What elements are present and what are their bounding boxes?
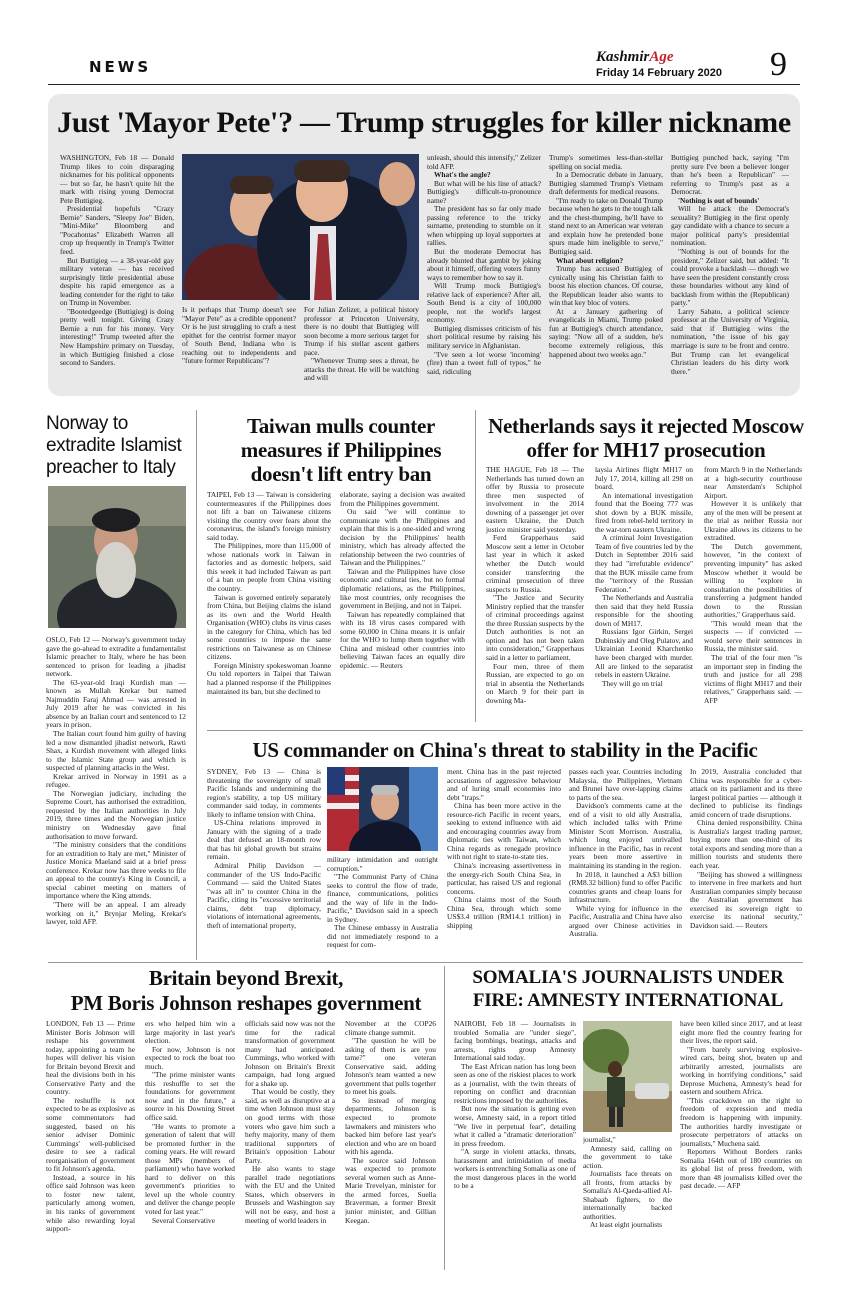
- brexit-col-2: ers who helped him win a large majority in last year's election. For now, Johnson is not expected to rock the boat too much. "The prime minister wants this reshuffle to set the foundations for government now and in the future," a source in his Downing Street office said. "He wants to promote a generation of talent that will be promoted further in the coming years. He will reward those MPs (members of parliament) who have worked hard to deliver on this government's priorities to level up the whole country and deliver the change people voted for last year." Several Conservative: [145, 1020, 235, 1225]
- divider-vertical-lower: [444, 966, 445, 1270]
- mh17-headline: Netherlands says it rejected Moscow offer for MH17 prosecution: [488, 414, 804, 462]
- somalia-col-2: journalist," Amnesty said, calling on the government to take action. Journalists face threats on all fronts, from attacks by Somalia's Al-Qaeda-allied Al-Shabaab fighters, to the internationally backed authorities. At least eight journalists: [583, 1136, 672, 1230]
- pete-col-5: Trump's sometimes less-than-stellar spelling on social media. In a Democratic debate in January, Buttigieg slammed Trump's Vietnam draft deferments for medical reasons. "I'm ready to take on Donald Trump because when he gets to the tough talk and the chest-thumping, he'll have to stand next to an American war veteran and explain how he pretended bone spurs made him ineligible to serve," Buttigieg said. What about religion? Trump has accused Buttigieg of cynically using his Christian faith to boost his election chances. Of course, the Republican leader also wants to win that key bloc of voters. At a January gathering of evangelicals in Miami, Trump poked fun at Buttigieg's church attendance, saying: "Now all of a sudden, he's become extremely religious, this happened about two weeks ago.": [549, 154, 663, 359]
- taiwan-col-2: elaborate, saying a decision was awaited from the Philippines government. Ou said "we will continue to communicate with the Philippines and explain that this is a one-sided and wrong decision by the Philippines' health ministry, which has already affected the relationship between the two countries of Taiwan and the Philippines." Taiwan and the Philippines have close economic and cultural ties, but no formal diplomatic relations, as the Philippines, like most countries, only recognises the government in Beijing, and not in Taipei. Taiwan has repeatedly complained that with its 18 virus cases compared with some 60,000 in China means it is unfair for the WHO to lump them together with China and mislead other countries into believing Taiwan faces an equally dire epidemic. — Reuters: [340, 491, 465, 670]
- divider-vertical-mid: [475, 410, 476, 722]
- pete-col-2: Is it perhaps that Trump doesn't see "Mayor Pete" as a credible opponent? Or is he just struggling to craft a nest epithet for the centrist former mayor of South Bend, Indiana who is reaching out to independents and "future former Republicans"?: [182, 306, 296, 366]
- pacific-headline: US commander on China's threat to stability in the Pacific: [252, 738, 758, 762]
- davidson-photo: [327, 767, 438, 851]
- brexit-col-4: November at the COP26 climate change summit. "The question he will be asking of them is are you tame?" one veteran Conservative said, adding Johnson's team wanted a new government that pulls together to meet his goals. So instead of merging departments, Johnson is expected to promote lawmakers and ministers who backed him before last year's election and who are on board with his agenda. The source said Johnson was expected to promote several women such as Anne-Marie Trevelyan, minister for the armed forces, Suella Braverman, a former Brexit junior minister, and Gillian Keegan.: [345, 1020, 436, 1225]
- mh17-col-2: laysia Airlines flight MH17 on July 17, 2014, killing all 298 on board. An international investigation found that the Boeing 777 was shot down by a BUK missile, fired from rebel-held territory in the war-torn eastern Ukraine. A criminal Joint Investigation Team of five countries led by the Dutch in September 2016 said they had "irrefutable evidence" that the BUK missile came from the "territory of the Russian Federation." The Netherlands and Australia then said that they held Russia responsible for the shooting down of MH17. Russians Igor Girkin, Sergei Dubinskiy and Oleg Pulatov, and Ukrainian Leonid Kharchenko have been charged with murder. All are linked to the separatist rebels in eastern Ukraine. They will go on trial: [595, 466, 693, 688]
- lead-headline: Just 'Mayor Pete'? — Trump struggles for killer nickname: [57, 106, 791, 139]
- pacific-col-1: SYDNEY, Feb 13 — China is threatening the sovereignty of small Pacific Islands and undermining the region's stability, a top US military commander said today, in comments likely to inflame tension with China. US-China relations improved in January with the signing of a trade deal that defused an 18-month row that has hit global growth but strains remain. Admiral Philip Davidson — commander of the US Indo-Pacific Command — said the United States "was all in" to counter China in the Pacific, citing its "excessive territorial claims, debt trap diplomacy, violations of international agreements, theft of international property,: [207, 768, 321, 930]
- norway-headline: Norway to extradite Islamist preacher to Italy: [46, 413, 182, 478]
- masthead-brand: [596, 49, 674, 66]
- taiwan-headline: Taiwan mulls counter measures if Philippines doesn't lift entry ban: [240, 414, 442, 486]
- divider-horizontal-pacific: [207, 730, 803, 731]
- krekar-photo: [48, 486, 186, 628]
- brand-age: Age: [649, 49, 674, 65]
- buttigieg-photo: [182, 154, 419, 300]
- pacific-col-2: military intimidation and outright corruption." "The Communist Party of China seeks to control the flow of trade, finance, communications, politics and the way of life in the Indo-Pacific," Davidson said in a speech in Sydney. The Chinese embassy in Australia did not immediately respond to a request for com-: [327, 856, 438, 950]
- brexit-headline: [46, 966, 446, 1016]
- brexit-col-3: officials said now was not the time for the radical transformation of government many had anticipated. Cummings, who worked with Johnson on Britain's Brexit campaign, had long argued for a shake up. That would be costly, they said, as well as disruptive at a time when Johnson must stay on good terms with those voters who gave him such a hefty majority, many of them traditional supporters of Britain's opposition Labour Party. He also wants to stage parallel trade negotiations with the EU and the United States, which observers in Brussels and Washington say will not be easy, and host a meeting of world leaders in: [245, 1020, 335, 1225]
- norway-body: OSLO, Feb 12 — Norway's government today gave the go-ahead to extradite a fundamentalist Islamic preacher to Italy, where he has been sentenced to prison for leading a jihadist network. The 63-year-old Iraqi Kurdish man — known as Mullah Krekar but named Najmuddin Faraj Ahmad — was arrested in July 2019 after he was convicted in his absence by an Italian court and sentenced to 12 years in prison. The Italian court found him guilty of having led a now dismantled jihadist network, Rawti Shax, a Kurdish movement with alleged links to the Islamic State group and which is suspected of planning attacks in the West. Krekar arrived in Norway in 1991 as a refugee. The Norwegian judiciary, including the Supreme Court, has authorised the extradition, requested by the Italian authorities in July 2019, three times and the Norwegian justice ministry on Wednesday gave final authorisation to move forward. "The ministry considers that the conditions for an extradition to Italy are met," Minister of Justice Monica Maeland said at a brief press conference. Krekar now has three weeks to file an appeal to the country's King in Council, a special cabinet meeting on matters of importance where the King attends. "There will be an appeal. I am already working on it," Brynjar Meling, Krekar's lawyer, told AFP.: [46, 636, 186, 927]
- divider-horizontal-lower: [48, 962, 803, 963]
- somalia-headline-line1: SOMALIA'S JOURNALISTS UNDER: [472, 967, 784, 988]
- issue-date: Friday 14 February 2020: [596, 67, 722, 79]
- brexit-headline-line2: PM Boris Johnson reshapes government: [70, 991, 422, 1015]
- masthead-rule: [48, 84, 800, 85]
- mh17-col-3: from March 9 in the Netherlands at a high-security courthouse near Amsterdam's Schiphol Airport. However it is unlikely that any of the men will be present at the trial as neither Russia nor Ukraine allows its citizens to be extradited. The Dutch government, however, "in the context of preventing impunity" has asked Moscow whether it would be willing to "explore in consultation the possibilities of transferring a judgment handed down to the Russian authorities," Grapperhaus said. "This would mean that the suspects — if convicted — would serve their sentences in Russia, the minister said. The trial of the four men "is an important step in finding the truth and justice for all 298 victims of flight MH17 and their relatives," Grapperhaus said. —AFP: [704, 466, 802, 705]
- somalia-headline-line2: FIRE: AMNESTY INTERNATIONAL: [472, 990, 784, 1011]
- pete-col-4: unleash, should this intensify," Zelizer told AFP. What's the angle? But what will be his line of attack? Buttigieg's difficult-to-pronounce name? The president has so far only made passing reference to the tricky surname, pretending to stumble on it when whipping up loyal supporters at rallies. But the moderate Democrat has already blunted that gambit by joking about it himself, offering voters funny ways to remember how to say it. Will Trump mock Buttigieg's relative lack of experience? After all, South Bend is a city of 100,000 people, not the world's largest economy. Buttigieg dismisses criticism of his short political resume by raising his military service in Afghanistan. "I've seen a lot worse 'incoming' (fire) than a tweet full of typos," he said, ridiculing: [427, 154, 541, 376]
- taiwan-col-1: TAIPEI, Feb 13 — Taiwan is considering countermeasures if the Philippines does not lift a ban on Taiwanese citizens visiting the country over fears about the coronavirus, the island's foreign ministry said today. The Philippines, more than 115,000 of whose nationals work in Taiwan in factories and as domestic helpers, said this week it had included Taiwan as part of a ban on people from China visiting the country. Taiwan is governed entirely separately from China, but Beijing claims the island as its own and the World Health Organisation (WHO) clubs its virus cases in the category for China, which has led some countries to impose the same restrictions on Taiwanese as on Chinese citizens. Foreign Ministry spokeswoman Joanne Ou told reporters in Taipei that Taiwan had a planned response if the Philippines maintained its ban, but she declined to: [207, 491, 331, 696]
- pacific-col-3: ment. China has in the past rejected accusations of aggressive behaviour and of luring small economies into debt "traps." China has been more active in the resource-rich Pacific in recent years, seeking to extend influence with aid and encouraging countries away from diplomatic ties with Taiwan, which China regards as renegade province with not right to state-to-state ties. China's increasing assertiveness in the energy-rich South China Sea, in particular, has raised US and regional concerns. China claims most of the South China Sea, through which some US$3.4 trillion (RM14.1 trillion) in shipping: [447, 768, 561, 930]
- brexit-headline-line1: Britain beyond Brexit,: [148, 966, 344, 990]
- divider-vertical-left: [196, 410, 197, 960]
- pete-col-6: Buttigieg punched back, saying "I'm pretty sure I've been a believer longer than he's been a Republican" — referring to Trump's past as a Democrat. 'Nothing is out of bounds' Will he attack the Democrat's sexuality? Buttigieg in the first openly gay candidate with a chance to secure a major political party's presidential nomination. "Nothing is out of bounds for the president," Zelizer said, but added: "It could provoke a backlash — though we have seen the president constantly cross these boundaries without any kind of backlash from within the (Republican) party." Larry Sabato, a political science professor at the University of Virginia, said that if Buttigieg wins the nomination, "the issue of his gay marriage is sure to be front and centre. But Trump can let evangelical Christian leaders do his dirty work there.": [671, 154, 789, 376]
- page-number: 9: [770, 46, 787, 83]
- pete-col-1: WASHINGTON, Feb 18 — Donald Trump likes to coin disparaging nicknames for his political opponents — but so far, he hasn't quite hit the mark with rising young Democrat Pete Buttigieg. Presidential hopefuls "Crazy Bernie" Sanders, "Sleepy Joe" Biden, "Mini-Mike" Bloomberg and "Pocahontas" Elizabeth Warren all crop up frequently in Trump's Twitter feed. But Buttigieg — a 38-year-old gay military veteran — has received surprisingly little presidential abuse despite his rapid emergence as a leading contender for the right to take on Trump in November. "Bootedgeedge (Buttigieg) is doing pretty well tonight. Giving Crazy Bernie a run for his money. Very interesting!" Trump tweeted after the New Hampshire primary on Tuesday, in which Buttigieg finished a close second to Sanders.: [60, 154, 174, 368]
- somalia-photo: [583, 1021, 672, 1132]
- section-label: NEWS: [89, 58, 152, 76]
- brexit-col-1: LONDON, Feb 13 — Prime Minister Boris Johnson will reshape his government today, appointing a team he hopes will deliver his vision for Britain beyond Brexit and heal the divisions both in his Conservative Party and the country. The reshuffle is not expected to be as explosive as some commentators had suggested, based on his senior adviser Dominic Cummings' well-publicised desire to see a radical reorganisation of government to fit Johnson's agenda. Instead, a source in his office said Johnson was keen to foster new talent, particularly among women, in his ranks of government while also rewarding loyal support-: [46, 1020, 135, 1234]
- brand-kashmir: Kashmir: [596, 49, 650, 65]
- somalia-headline: [452, 966, 804, 1012]
- somalia-col-1: NAIROBI, Feb 18 — Journalists in troubled Somalia are "under siege", facing bombings, beatings, attacks and arrests, rights group Amnesty International said today. The East African nation has long been seen as one of the riskiest places to work as a journalist, with the twin threats of reporting on conflict and draconian restrictions imposed by the authorities. But now the situation is getting even worse, Amnesty said, in a report titled "We live in perpetual fear", detailing what it called a "dramatic deterioration" in press freedom. "A surge in violent attacks, threats, harassment and intimidation of media workers is entrenching Somalia as one of the most dangerous places in the world to be a: [454, 1020, 576, 1191]
- somalia-col-3: have been killed since 2017, and at least eight more fled the country fearing for their lives, the report said. "From barely surviving explosive-wired cars, being shot, beaten up and arbitrarily arrested, journalists are working in horrifying conditions," said Deprose Muchena, Amnesty's head for eastern and southern Africa. "This crackdown on the right to freedom of expression and media freedom is happening with impunity. The authorities hardly investigate or prosecute perpetrators of attacks on journalists," Muchena said. Reporters Without Borders ranks Somalia 164th out of 180 countries on its global list of press freedom, with more than 48 journalists killed over the past decade. — AFP: [680, 1020, 802, 1191]
- mh17-col-1: THE HAGUE, Feb 18 — The Netherlands has turned down an offer by Russia to prosecute three men suspected of involvement in the 2014 downing of a passenger jet over eastern Ukraine, the Dutch justice minister said yesterday. Ferd Grapperhaus said Moscow sent a letter in October last year in which it asked whether the Dutch would consider transferring the criminal prosecution of three suspects to Russia. "The Justice and Security Ministry replied that the transfer of criminal proceedings against the three Russian suspects by the Dutch authorities is not an option and has not been taken into consideration," Grapperhaus said in a letter to parliament. Four men, three of them Russian, are expected to go on trial in absentia the Netherlands on March 9 for their part in downing Ma-: [486, 466, 584, 705]
- pacific-col-5: In 2019, Australia concluded that China was responsible for a cyber-attack on its parliament and its three largest political parties — although it declined to publicise its findings amid concern of trade disruptions. China denied responsibility. China is Australia's largest trading partner, buying more than one-third of its total exports and sending more than a million tourists and students there each year. "Beijing has showed a willingness to intervene in free markets and hurt Australian companies simply because the Australian government has exercised its sovereign right to exercise its national security," Davidson said. — Reuters: [690, 768, 802, 930]
- pacific-col-4: passes each year. Countries including Malaysia, the Philippines, Vietnam and Brunei have over-lapping claims to parts of the sea. Davidson's comments came at the end of a visit to old ally Australia, which included talks with Prime Minister Scott Morrison. Australia, which long enjoyed unrivalled influence in the Pacific, has in recent years been more assertive in maintaining its standing in the region. In 2018, it launched a A$3 billion (RM8.32 billion) fund to offer Pacific countries grants and cheap loans for infrastructure. While vying for influence in the Pacific, Australia and China have also argued over Chinese activities in Australia.: [569, 768, 682, 939]
- pete-col-3: For Julian Zelizer, a political history professor at Princeton University, there is no doubt that Buttigieg will soon become a more serious target for Trump if his stellar ascent gathers pace. "Whenever Trump sees a threat, he attacks the threat. He will be watching and will: [304, 306, 419, 383]
